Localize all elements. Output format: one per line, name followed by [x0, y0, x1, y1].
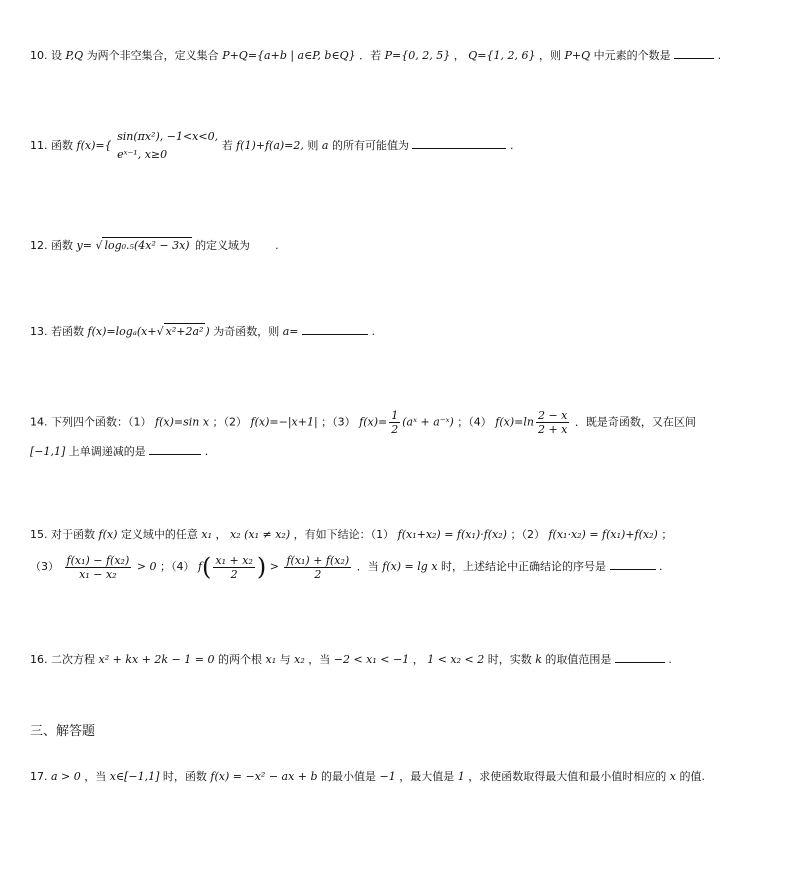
question-13: 13. 若函数 f(x)=logₐ(x+√ x²+2a² ) 为奇函数，则 a= .	[30, 325, 375, 338]
left-paren: (	[202, 553, 212, 581]
fraction: $\frac{\text{f(x₁) + f(x₂)}}{2}$	[286, 553, 350, 581]
question-12: 12. 函数 y= √ log₀.₅(4x² − 3x) 的定义域为 .	[30, 239, 279, 252]
question-16: 16. 二次方程 x² + kx + 2k − 1 = 0 的两个根 x₁ 与 x₂ ，当 −2 < x₁ < −1 ， 1 < x₂ < 2 时，实数 k 的取值范围是 .	[30, 653, 672, 666]
answer-blank[interactable]	[610, 558, 656, 570]
question-11: 11. 函数 f(x)={ sin(πx²), −1<x<0, eˣ⁻¹, x≥0 若 f(1)+f(a)=2, 则 a 的所有可能值为 .	[30, 128, 513, 164]
question-number: 10.	[30, 49, 48, 62]
fraction: $\frac{\text{x₁ + x₂}}{2}$	[215, 553, 253, 581]
sqrt-symbol: √	[95, 239, 103, 252]
fraction: $\frac{1}{2}$	[391, 409, 399, 436]
question-number: 12.	[30, 239, 48, 252]
answer-blank[interactable]	[615, 651, 665, 663]
question-number: 11.	[30, 139, 48, 152]
question-number: 17.	[30, 770, 48, 783]
sqrt-symbol: √	[156, 325, 164, 338]
question-15: 15. 对于函数 f(x) 定义域中的任意 x₁ ， x₂ (x₁ ≠ x₂) ，有如下结论：（1） f(x₁+x₂) = f(x₁)·f(x₂) ；（2） f(x₁·x₂) = f(x₁)+f(x₂) ；	[30, 528, 673, 541]
question-15-line-2: （3） $\frac{\text{f(x₁) − f(x₂)}}{\text{x₁ − x₂}}$ > 0 ；（4） f( $\frac{\text{x₁ + x₂}}{2}$ ) > $\frac{\text{f(x₁) + f(x₂)}}{2}$ ．当 f(x) = lg x 时，上述结论中正确结论的序号是 .	[30, 553, 663, 581]
fraction: $\frac{2 - x}{2 + x}$	[537, 409, 568, 436]
question-10: 10. 设 P,Q 为两个非空集合，定义集合 P+Q={a+b | a∈P, b∈Q} ．若 P={0, 2, 5} ， Q={1, 2, 6} ，则 P+Q 中元素的个数是 .	[30, 49, 722, 62]
question-number: 14.	[30, 415, 48, 429]
sqrt-radicand: x²+2a²	[165, 325, 204, 338]
fraction: $\frac{\text{f(x₁) − f(x₂)}}{\text{x₁ − x₂}}$	[66, 553, 130, 581]
answer-blank[interactable]	[302, 323, 368, 335]
question-17: 17. a > 0 ，当 x∈[−1,1] 时，函数 f(x) = −x² − ax + b 的最小值是 −1 ，最大值是 1 ，求使函数取得最大值和最小值时相应的 x 的值.	[30, 770, 705, 783]
answer-blank[interactable]	[674, 47, 714, 59]
question-number: 15.	[30, 528, 48, 541]
sqrt-radicand: log₀.₅(4x² − 3x)	[104, 239, 190, 252]
right-paren: )	[256, 553, 267, 581]
question-number: 13.	[30, 325, 48, 338]
answer-blank[interactable]	[149, 443, 201, 455]
question-14-line-2: [−1,1] 上单调递减的是 .	[30, 445, 209, 458]
question-number: 16.	[30, 653, 48, 666]
piecewise-definition: sin(πx²), −1<x<0, eˣ⁻¹, x≥0	[117, 130, 219, 161]
section-heading: 三、解答题	[30, 724, 96, 739]
question-14: 14. 下列四个函数：（1） f(x)=sin x ；（2） f(x)=−|x+1| ；（3） f(x)= $\frac{1}{2}$ (aˣ + a⁻ˣ) ；（4） f(x)=ln $\frac{2 - x}{2 + x}$ ．既是奇函数，又在区间	[30, 409, 696, 436]
answer-blank[interactable]	[412, 137, 506, 149]
